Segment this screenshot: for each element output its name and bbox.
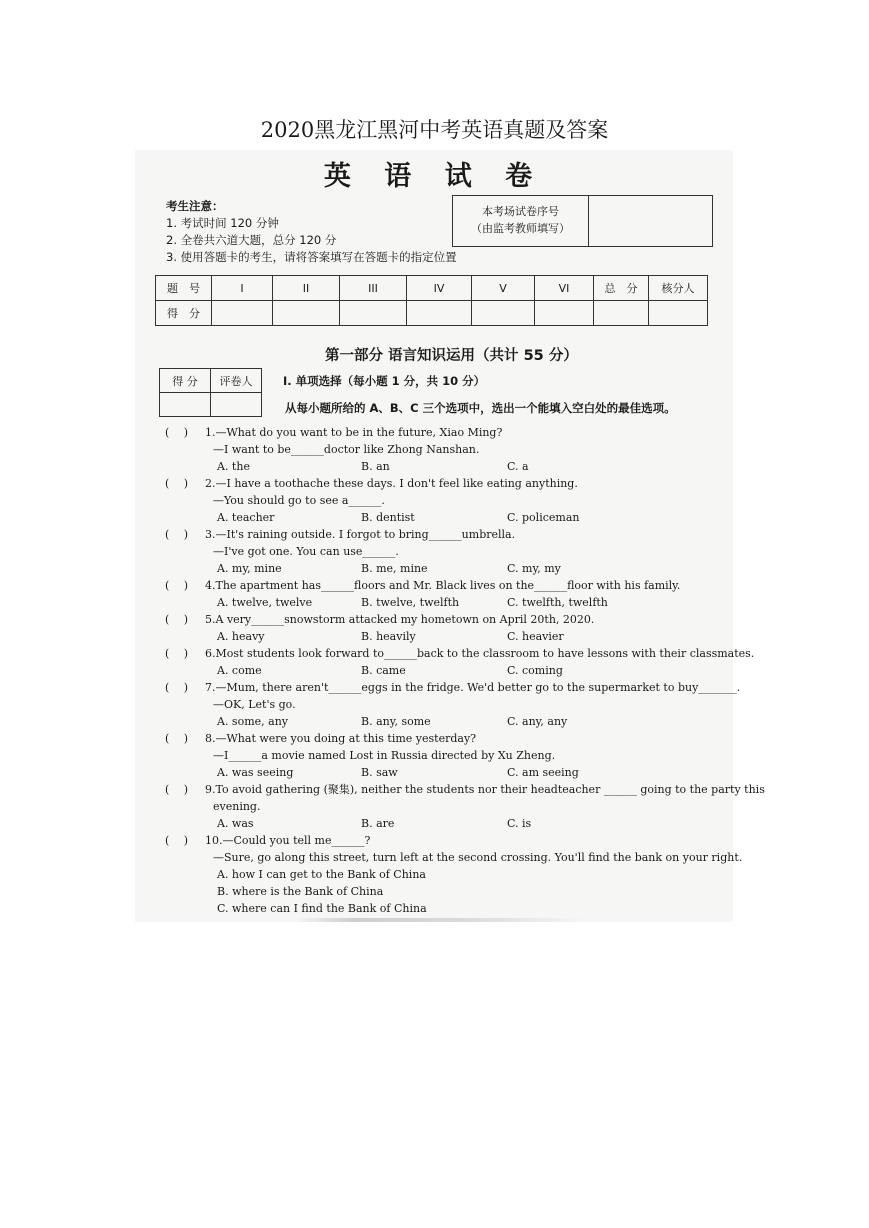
option-c[interactable]: C. policeman [507, 511, 580, 524]
score-cell [340, 301, 407, 326]
sequence-label [453, 196, 589, 246]
option-a[interactable]: A. heavy [217, 630, 265, 643]
question-stem: The apartment has______floors and Mr. Black lives on the______floor with his family. [215, 579, 681, 592]
question-line: —You should go to see a______. [213, 494, 385, 507]
answer-paren[interactable]: ( ) [165, 426, 189, 439]
score-header-cell: 核分人 [649, 276, 708, 301]
grader-name-cell [211, 393, 262, 417]
score-table-header-row [156, 276, 708, 301]
option-a[interactable]: A. some, any [217, 715, 288, 728]
option-b[interactable]: B. an [361, 460, 390, 473]
answer-paren[interactable]: ( ) [165, 579, 189, 592]
option-b[interactable]: B. saw [361, 766, 398, 779]
question-6 [165, 645, 754, 662]
question-line: —OK, Let's go. [213, 698, 296, 711]
part-title: 第一部分 语言知识运用（共计 55 分） [325, 348, 578, 364]
question-stem: —Could you tell me______? [222, 834, 371, 847]
question-stem: —What do you want to be in the future, Xiao Ming? [215, 426, 503, 439]
score-header-cell: IV [407, 276, 472, 301]
score-cell [594, 301, 649, 326]
question-number: 8. [205, 732, 216, 745]
notice-item: 1. 考试时间 120 分钟 [166, 216, 279, 230]
option-c[interactable]: C. where can I find the Bank of China [217, 902, 427, 915]
option-a[interactable]: A. the [217, 460, 250, 473]
question-number: 2. [205, 477, 216, 490]
notice-item: 2. 全卷共六道大题，总分 120 分 [166, 233, 337, 247]
score-table [155, 275, 708, 326]
question-8 [165, 730, 476, 747]
option-b[interactable]: B. are [361, 817, 395, 830]
notice-item: 3. 使用答题卡的考生，请将答案填写在答题卡的指定位置 [166, 250, 457, 264]
option-a[interactable]: A. teacher [217, 511, 275, 524]
score-header-cell: III [340, 276, 407, 301]
option-a[interactable]: A. come [217, 664, 262, 677]
question-stem: To avoid gathering (聚集), neither the students nor their headteacher ______ going to the party this [215, 783, 765, 796]
option-c[interactable]: C. any, any [507, 715, 568, 728]
option-b[interactable]: B. dentist [361, 511, 415, 524]
grader-score-label: 得 分 [160, 369, 211, 393]
score-table-value-row [156, 301, 708, 326]
option-b[interactable]: B. came [361, 664, 406, 677]
score-cell [273, 301, 340, 326]
question-stem: Most students look forward to______back to the classroom to have lessons with their classmates. [215, 647, 755, 660]
option-a[interactable]: A. how I can get to the Bank of China [217, 868, 426, 881]
question-7 [165, 679, 740, 696]
option-c[interactable]: C. heavier [507, 630, 564, 643]
score-header-cell: V [472, 276, 535, 301]
question-stem: A very______snowstorm attacked my hometown on April 20th, 2020. [215, 613, 595, 626]
score-row-label: 得 分 [156, 301, 212, 326]
section-heading: I. 单项选择（每小题 1 分，共 10 分） [283, 374, 486, 388]
option-c[interactable]: C. my, my [507, 562, 561, 575]
answer-paren[interactable]: ( ) [165, 647, 189, 660]
question-number: 10. [205, 834, 223, 847]
grader-box [159, 368, 262, 417]
question-number: 4. [205, 579, 216, 592]
document-title: 2020黑龙江黑河中考英语真题及答案 [260, 118, 609, 142]
question-line: —Sure, go along this street, turn left at the second crossing. You'll find the bank on your right. [213, 851, 743, 864]
option-a[interactable]: A. was seeing [217, 766, 294, 779]
option-c[interactable]: C. am seeing [507, 766, 579, 779]
page-footer-smudge [295, 918, 585, 922]
option-c[interactable]: C. twelfth, twelfth [507, 596, 608, 609]
question-number: 7. [205, 681, 216, 694]
option-b[interactable]: B. any, some [361, 715, 431, 728]
score-cell [472, 301, 535, 326]
score-header-cell: II [273, 276, 340, 301]
option-b[interactable]: B. me, mine [361, 562, 428, 575]
paper-title: 英 语 试 卷 [323, 161, 545, 192]
question-10 [165, 832, 370, 849]
question-line: evening. [213, 800, 261, 813]
notice-title: 考生注意： [166, 199, 224, 213]
answer-paren[interactable]: ( ) [165, 783, 189, 796]
question-stem: —I have a toothache these days. I don't feel like eating anything. [215, 477, 578, 490]
question-number: 5. [205, 613, 216, 626]
question-2 [165, 475, 578, 492]
score-header-cell: I [212, 276, 273, 301]
answer-paren[interactable]: ( ) [165, 681, 189, 694]
paper-sequence-box [452, 195, 713, 247]
question-line: —I______a movie named Lost in Russia directed by Xu Zheng. [213, 749, 556, 762]
score-cell [212, 301, 273, 326]
option-b[interactable]: B. where is the Bank of China [217, 885, 384, 898]
answer-paren[interactable]: ( ) [165, 477, 189, 490]
question-3 [165, 526, 515, 543]
question-stem: —It's raining outside. I forgot to bring______umbrella. [215, 528, 516, 541]
option-b[interactable]: B. heavily [361, 630, 416, 643]
question-number: 6. [205, 647, 216, 660]
notice-block [166, 198, 457, 266]
question-5 [165, 611, 594, 628]
question-9 [165, 781, 765, 798]
score-cell [407, 301, 472, 326]
answer-paren[interactable]: ( ) [165, 834, 189, 847]
score-header-cell: 题 号 [156, 276, 212, 301]
question-number: 1. [205, 426, 216, 439]
question-number: 3. [205, 528, 216, 541]
sequence-label-line2: （由监考教师填写） [471, 222, 570, 235]
sequence-label-line1: 本考场试卷序号 [482, 205, 559, 218]
option-a[interactable]: A. was [217, 817, 254, 830]
score-cell [649, 301, 708, 326]
option-c[interactable]: C. a [507, 460, 529, 473]
grader-name-label: 评卷人 [211, 369, 262, 393]
option-a[interactable]: A. my, mine [217, 562, 282, 575]
question-line: —I've got one. You can use______. [213, 545, 399, 558]
option-b[interactable]: B. twelve, twelfth [361, 596, 460, 609]
option-c[interactable]: C. coming [507, 664, 563, 677]
grader-score-cell [160, 393, 211, 417]
question-4 [165, 577, 680, 594]
answer-paren[interactable]: ( ) [165, 528, 189, 541]
score-header-cell: 总 分 [594, 276, 649, 301]
question-line: —I want to be______doctor like Zhong Nanshan. [213, 443, 480, 456]
answer-paren[interactable]: ( ) [165, 732, 189, 745]
scanned-exam-page [135, 150, 765, 922]
question-stem: —What were you doing at this time yesterday? [215, 732, 477, 745]
option-c[interactable]: C. is [507, 817, 532, 830]
question-1 [165, 424, 502, 441]
score-cell [535, 301, 594, 326]
answer-paren[interactable]: ( ) [165, 613, 189, 626]
score-header-cell: VI [535, 276, 594, 301]
question-number: 9. [205, 783, 216, 796]
section-instruction: 从每小题所给的 A、B、C 三个选项中，选出一个能填入空白处的最佳选项。 [285, 401, 676, 415]
option-a[interactable]: A. twelve, twelve [217, 596, 313, 609]
question-stem: —Mum, there aren't______eggs in the fridge. We'd better go to the supermarket to buy_______. [215, 681, 741, 694]
